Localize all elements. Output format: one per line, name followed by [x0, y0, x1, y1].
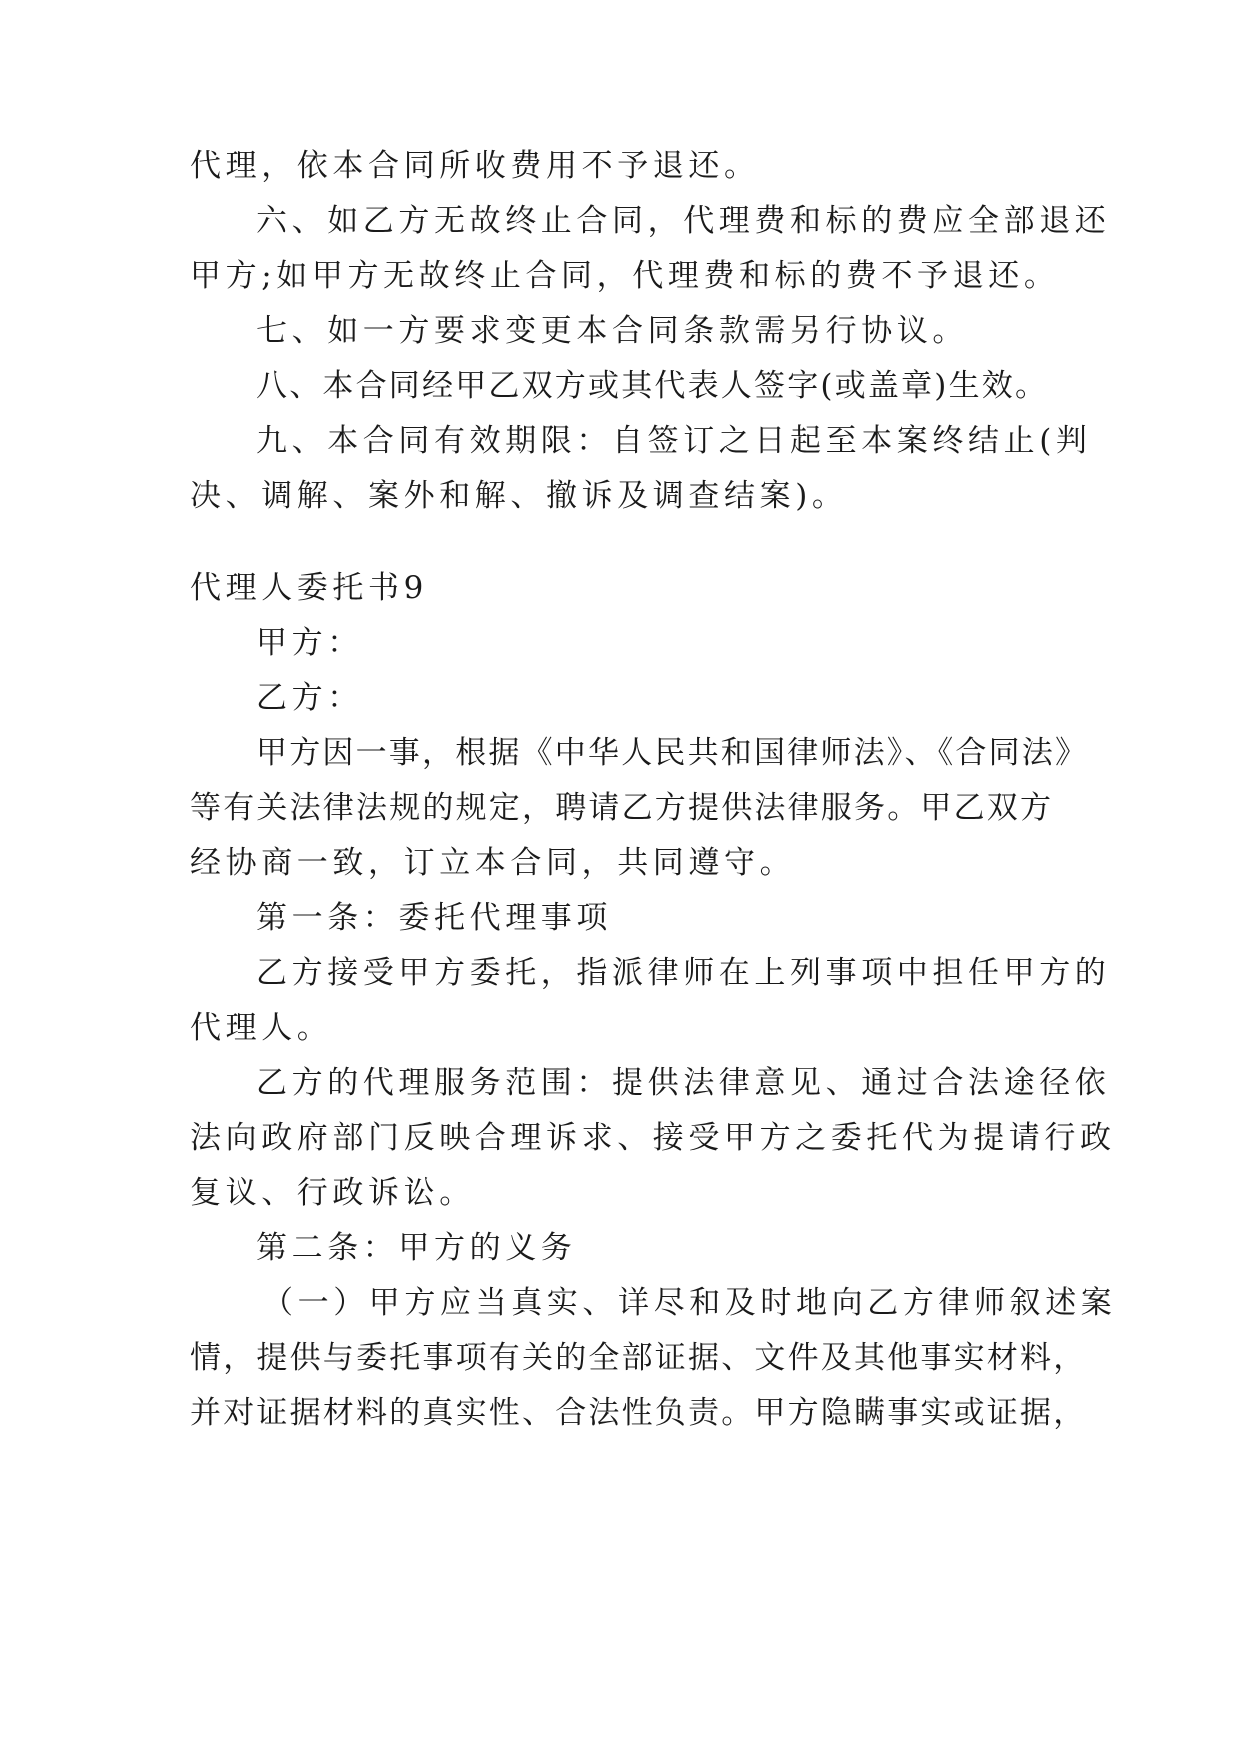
text-line: 等有关法律法规的规定，聘请乙方提供法律服务。甲乙双方: [190, 790, 1054, 826]
article-one-heading: 第一条：委托代理事项: [256, 900, 612, 936]
clause-eight: 八、本合同经甲乙双方或其代表人签字(或盖章)生效。: [256, 368, 1049, 404]
text-line: 乙方接受甲方委托，指派律师在上列事项中担任甲方的: [256, 955, 1111, 991]
text-line: 并对证据材料的真实性、合法性负责。甲方隐瞒事实或证据，: [190, 1395, 1087, 1431]
text-line: 决、调解、案外和解、撤诉及调查结案)。: [190, 478, 848, 514]
article-two-heading: 第二条：甲方的义务: [256, 1230, 577, 1266]
section-title: 代理人委托书9: [190, 570, 428, 606]
party-b-label: 乙方：: [256, 680, 363, 716]
text-line: 复议、行政诉讼。: [190, 1175, 475, 1211]
obligation-one: （一）甲方应当真实、详尽和及时地向乙方律师叙述案: [262, 1285, 1117, 1321]
text-line: 情，提供与委托事项有关的全部证据、文件及其他事实材料，: [190, 1340, 1087, 1376]
clause-seven: 七、如一方要求变更本合同条款需另行协议。: [256, 313, 968, 349]
service-scope: 乙方的代理服务范围：提供法律意见、通过合法途径依: [256, 1065, 1111, 1101]
clause-nine: 九、本合同有效期限：自签订之日起至本案终结止(判: [256, 423, 1092, 459]
text-line: 经协商一致，订立本合同，共同遵守。: [190, 845, 796, 881]
clause-six: 六、如乙方无故终止合同，代理费和标的费应全部退还: [256, 203, 1111, 239]
text-line: 代理，依本合同所收费用不予退还。: [190, 148, 760, 184]
text-line: 代理人。: [190, 1010, 333, 1046]
text-line: 法向政府部门反映合理诉求、接受甲方之委托代为提请行政: [190, 1120, 1116, 1156]
preamble: 甲方因一事，根据《中华人民共和国律师法》、《合同法》: [256, 735, 1089, 771]
party-a-label: 甲方：: [256, 625, 363, 661]
text-line: 甲方;如甲方无故终止合同，代理费和标的费不予退还。: [190, 258, 1060, 294]
